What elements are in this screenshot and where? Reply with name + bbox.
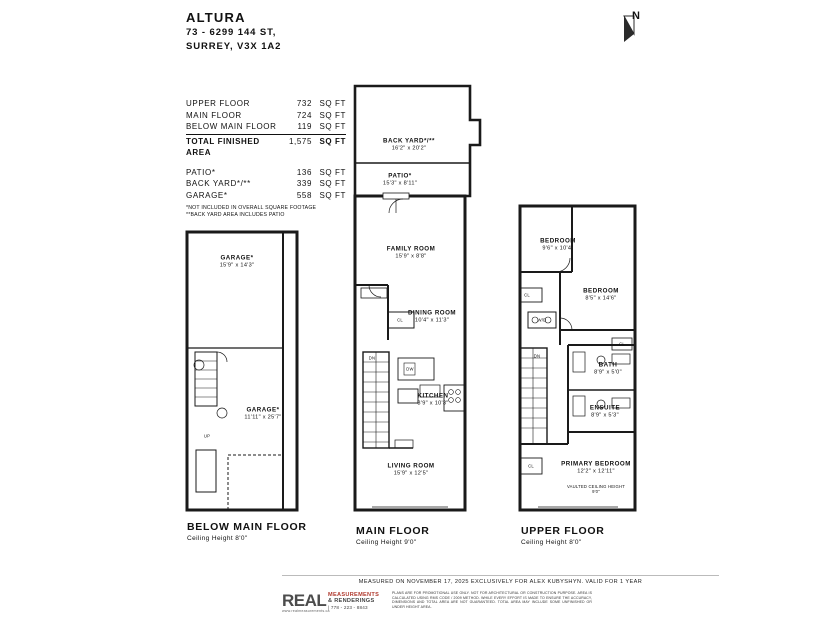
room-dimensions: 16'2" x 20'2" xyxy=(391,145,427,152)
ceiling-height: Ceiling Height 9'0" xyxy=(356,539,417,546)
room-dimensions: 15'3" x 8'11" xyxy=(382,180,418,187)
room-dimensions: 15'9" x 14'3" xyxy=(219,262,255,269)
room-name: KITCHEN xyxy=(417,392,449,400)
floor-name: MAIN FLOOR xyxy=(356,525,430,537)
room-label xyxy=(408,309,456,325)
closet-label: CL xyxy=(397,317,403,323)
legend-note-2: **BACK YARD AREA INCLUDES PATIO xyxy=(186,212,285,218)
room-dimensions: 12'2" x 12'11" xyxy=(577,468,615,475)
legend-value: 136 xyxy=(296,167,312,177)
brand-tagline-line-1: MEASUREMENTS xyxy=(328,592,380,598)
dishwasher-label: DW xyxy=(406,366,414,372)
room-dimensions: 9'6" x 10'4" xyxy=(542,245,574,252)
room-label xyxy=(220,254,255,270)
room-dimensions: 8'9" x 5'0" xyxy=(594,369,622,376)
ceiling-height: Ceiling Height 8'0" xyxy=(187,535,248,542)
legend-unit: SQ FT xyxy=(319,179,346,188)
room-label xyxy=(561,460,631,476)
room-label xyxy=(417,392,448,408)
room-label xyxy=(583,287,619,303)
legend-value: 339 xyxy=(296,179,312,188)
legend-note-1: *NOT INCLUDED IN OVERALL SQUARE FOOTAGE xyxy=(186,205,317,211)
brand-tagline-line-2: & RENDERINGS xyxy=(328,598,375,604)
room-name: BATH xyxy=(598,361,618,369)
room-dimensions: 8'9" x 5'3" xyxy=(591,412,619,419)
floor-name: BELOW MAIN FLOOR xyxy=(187,521,307,533)
brand-phone: | 778 - 223 - 8843 xyxy=(328,605,368,610)
room-label xyxy=(590,404,620,420)
room-name: BEDROOM xyxy=(583,287,619,295)
room-dimensions: 8'5" x 14'6" xyxy=(585,295,617,302)
legend-label: BACK YARD*/** xyxy=(186,179,251,188)
legend-label: MAIN FLOOR xyxy=(186,110,242,120)
below-main-floor-outline xyxy=(187,232,297,510)
stair-direction-label: DN xyxy=(368,355,376,361)
legend-unit: SQ FT xyxy=(319,167,346,177)
legend-label: BELOW MAIN FLOOR xyxy=(186,122,277,131)
legend-value: 1,575 xyxy=(288,136,312,146)
room-dimensions: 11'11" x 25'7" xyxy=(244,414,282,421)
room-name: ENSUITE xyxy=(589,404,621,412)
room-name: GARAGE* xyxy=(246,406,280,414)
page-title: ALTURA xyxy=(186,10,246,25)
floor-caption-below-main xyxy=(187,521,307,542)
north-label: N xyxy=(632,10,640,22)
legend-unit: SQ FT xyxy=(319,99,346,108)
brand-name: REAL xyxy=(282,591,327,610)
room-label xyxy=(540,237,576,253)
disclaimer-text: PLANS ARE FOR PROMOTIONAL USE ONLY. NOT FOR ARCHITECTURAL OR CONSTRUCTION PURPOSE. AREA IS CALCULATED USING RMS CODE / 2009 METHOD. WHILE EVERY EFFORT IS MADE TO ENSURE THE ACCURACY, DIMENSIONS AND TOTAL AREA ARE NOT GUARANTEED. TOTAL AREA MAY INCLUDE SOME UNFINISHED OR UNDER HEIGHT AREA. xyxy=(392,591,592,609)
washer-dryer-label: W/D xyxy=(537,317,547,323)
room-label xyxy=(244,406,281,422)
room-label xyxy=(387,245,435,261)
room-label xyxy=(383,172,417,188)
legend-label: PATIO* xyxy=(186,167,216,177)
room-name: BACK YARD*/** xyxy=(383,137,435,145)
legend-unit: SQ FT xyxy=(319,136,346,146)
legend-label: UPPER FLOOR xyxy=(186,99,250,108)
address-line-1: 73 - 6299 144 ST, xyxy=(186,27,277,38)
vaulted-ceiling-note: VAULTED CEILING HEIGHT 9'0" xyxy=(567,484,625,494)
room-name: LIVING ROOM xyxy=(387,462,435,470)
room-dimensions: 15'9" x 12'5" xyxy=(393,470,429,477)
brand-website: www.realmeasurements.ca xyxy=(282,609,330,613)
stair-direction-label: UP xyxy=(203,433,211,439)
footer-divider xyxy=(282,575,719,576)
address-line-2: SURREY, V3X 1A2 xyxy=(186,41,282,52)
room-name: PATIO* xyxy=(388,172,412,180)
legend-label: TOTAL FINISHED AREA xyxy=(186,136,260,157)
stair-direction-label: DN xyxy=(533,353,541,359)
closet-label: CL xyxy=(528,463,534,469)
room-name: FAMILY ROOM xyxy=(386,245,436,253)
legend-value: 732 xyxy=(296,99,312,108)
room-label xyxy=(387,462,434,478)
closet-label: CL xyxy=(524,292,530,298)
legend-unit: SQ FT xyxy=(319,110,346,120)
floor-caption-upper xyxy=(521,525,605,546)
legend-unit: SQ FT xyxy=(319,190,346,200)
room-dimensions: 8'9" x 10'3" xyxy=(417,400,449,407)
brand-tagline xyxy=(328,592,379,610)
legend-unit: SQ FT xyxy=(319,122,346,131)
room-name: PRIMARY BEDROOM xyxy=(561,460,631,468)
ceiling-height: Ceiling Height 8'0" xyxy=(521,539,582,546)
brand-logo xyxy=(282,591,330,613)
room-dimensions: 15'9" x 8'8" xyxy=(395,253,427,260)
room-name: GARAGE* xyxy=(220,254,254,262)
legend-label: GARAGE* xyxy=(186,190,228,200)
measured-note: MEASURED ON NOVEMBER 17, 2025 EXCLUSIVELY FOR ALEX KUBYSHYN. VALID FOR 1 YEAR xyxy=(358,579,643,585)
closet-label: CL xyxy=(619,341,625,347)
legend-value: 119 xyxy=(297,122,312,131)
floor-name: UPPER FLOOR xyxy=(521,525,605,537)
legend-value: 558 xyxy=(296,190,312,200)
room-label xyxy=(383,137,435,153)
floor-caption-main xyxy=(356,525,430,546)
room-name: BEDROOM xyxy=(540,237,576,245)
room-dimensions: 10'4" x 11'3" xyxy=(414,317,450,324)
room-name: DINING ROOM xyxy=(407,309,457,317)
legend-value: 724 xyxy=(296,110,312,120)
room-label xyxy=(594,361,622,377)
